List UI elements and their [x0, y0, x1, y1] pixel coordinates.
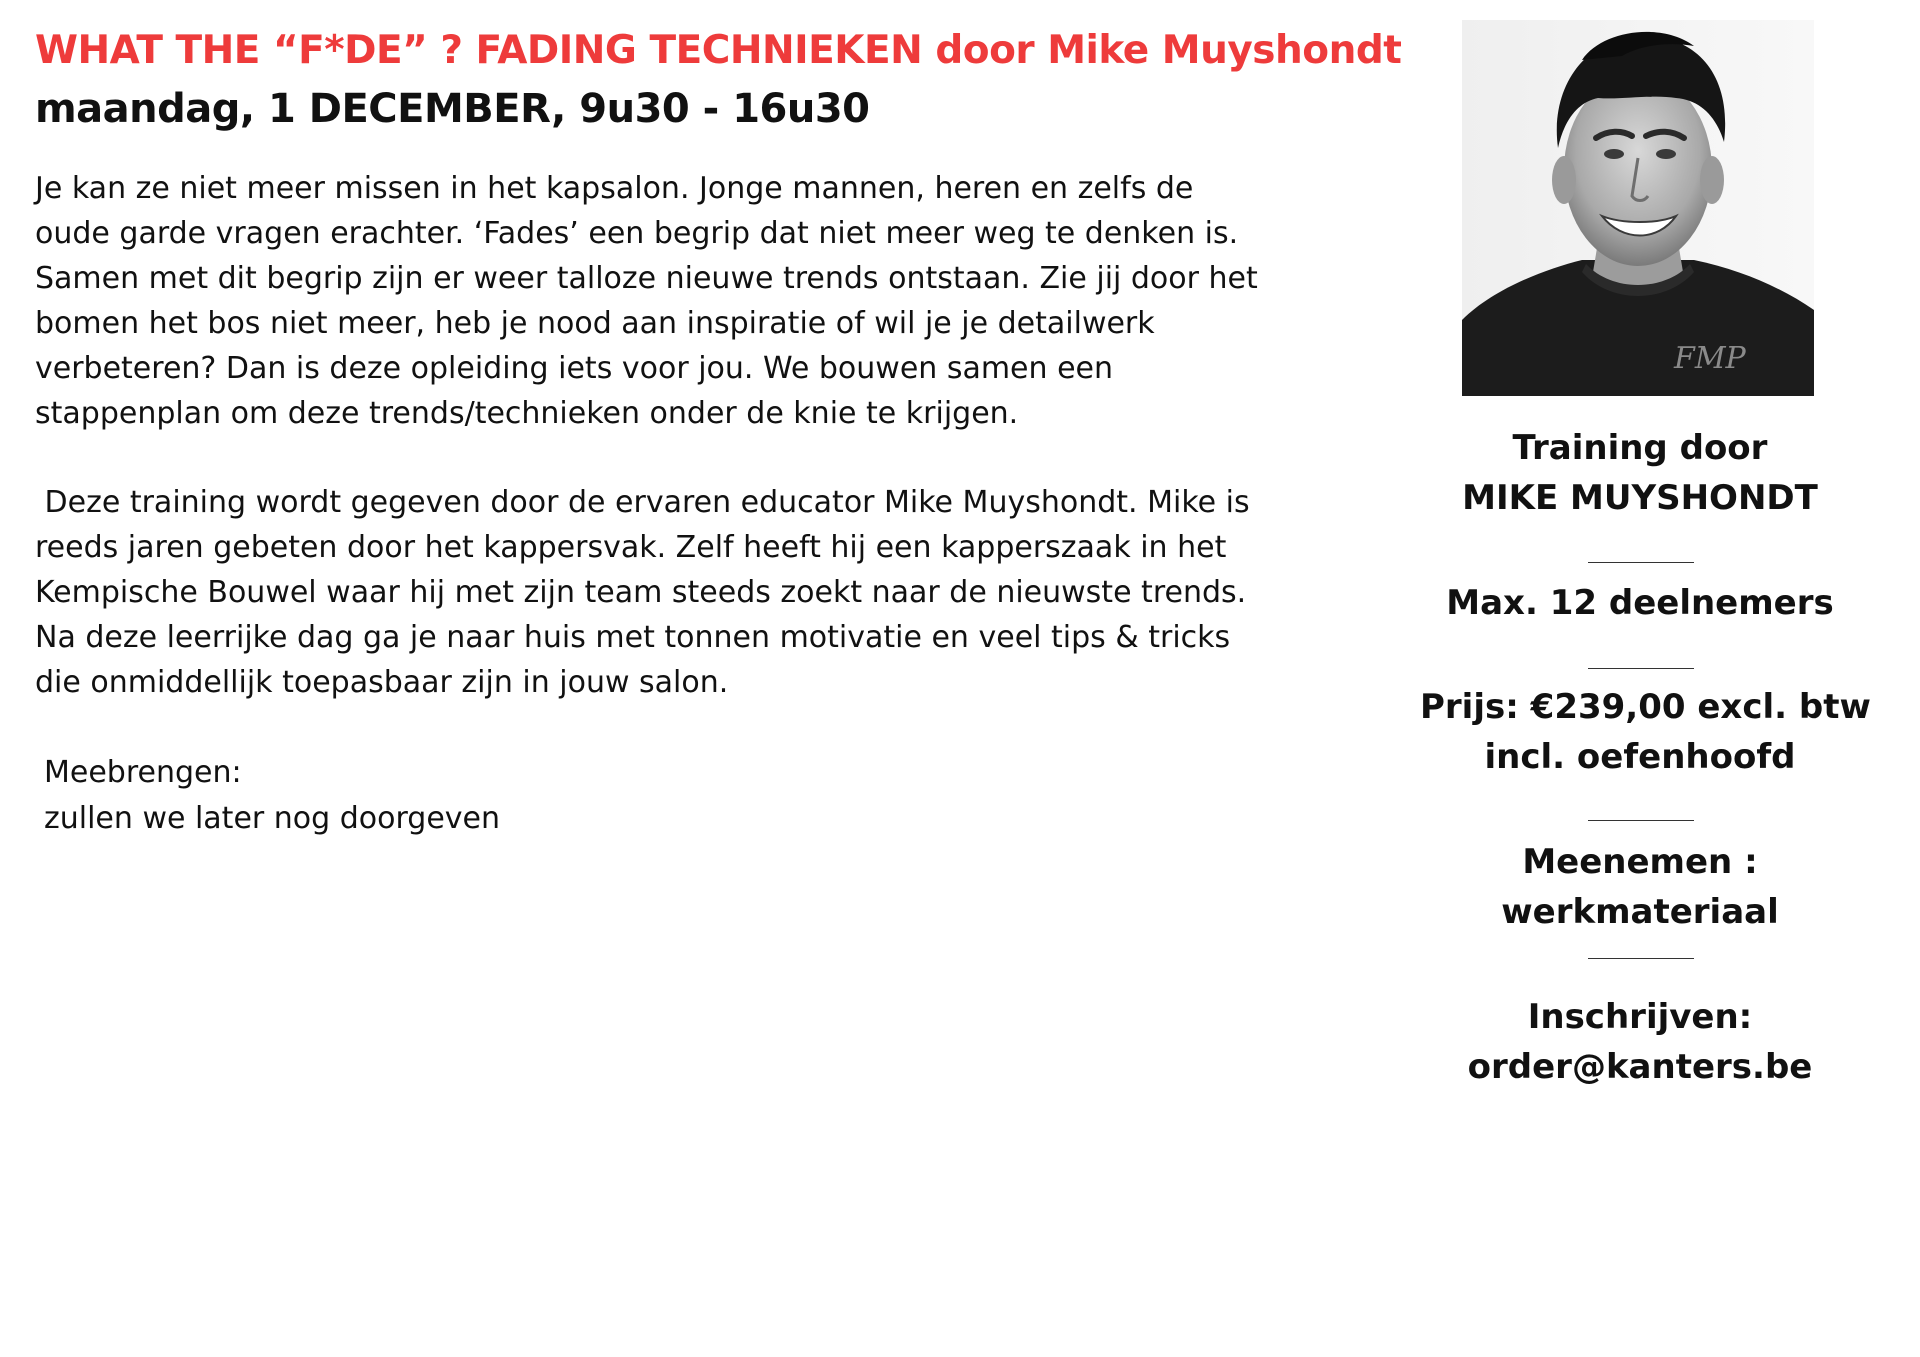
- page-title: WHAT THE “F*DE” ? FADING TECHNIEKEN door Mike Muyshondt: [35, 28, 1402, 73]
- participants-count: Max. 12 deelnemers: [1446, 583, 1834, 623]
- materials-label: Meenemen :: [1522, 842, 1758, 882]
- materials-info: [1420, 837, 1860, 937]
- register-email[interactable]: order@kanters.be: [1467, 1047, 1813, 1087]
- trainer-paragraph: Deze training wordt gegeven door de ervaren educator Mike Muyshondt. Mike is reeds jaren gebeten door het kappersvak. Zelf heeft hij een kapperszaak in het Kempische Bouwel waar hij met zijn team steeds zoekt naar de nieuwste trends. Na deze leerrijke dag ga je naar huis met tonnen motivatie en veel tips & tricks die onmiddellijk toepasbaar zijn in jouw salon.: [35, 485, 1250, 700]
- trainer-portrait-icon: [1462, 20, 1814, 396]
- participants-info: [1420, 578, 1860, 628]
- trainer-info: [1420, 423, 1860, 523]
- divider: [1588, 562, 1694, 563]
- trainer-label: Training door: [1512, 428, 1768, 468]
- bring-section: [44, 750, 500, 842]
- trainer-name: MIKE MUYSHONDT: [1462, 478, 1818, 518]
- shirt-logo: FMP: [1674, 341, 1746, 376]
- materials-value: werkmateriaal: [1501, 892, 1779, 932]
- trainer-photo: [1462, 20, 1814, 396]
- register-label: Inschrijven:: [1527, 997, 1753, 1037]
- event-date: maandag, 1 DECEMBER, 9u30 - 16u30: [35, 86, 870, 132]
- bring-label: Meebrengen:: [44, 755, 242, 790]
- intro-paragraph: Je kan ze niet meer missen in het kapsalon. Jonge mannen, heren en zelfs de oude garde vragen erachter. ‘Fades’ een begrip dat niet meer weg te denken is. Samen met dit begrip zijn er weer talloze nieuwe trends ontstaan. Zie jij door het bomen het bos niet meer, heb je nood aan inspiratie of wil je je detailwerk verbeteren? Dan is deze opleiding iets voor jou. We bouwen samen een stappenplan om deze trends/technieken onder de knie te krijgen.: [35, 171, 1258, 431]
- bring-value: zullen we later nog doorgeven: [44, 801, 501, 836]
- registration-info: [1420, 992, 1860, 1092]
- price-value: Prijs: €239,00 excl. btw: [1420, 687, 1871, 727]
- price-note: incl. oefenhoofd: [1484, 737, 1796, 777]
- price-info: [1420, 682, 1871, 782]
- divider: [1588, 820, 1694, 821]
- divider: [1588, 958, 1694, 959]
- divider: [1588, 668, 1694, 669]
